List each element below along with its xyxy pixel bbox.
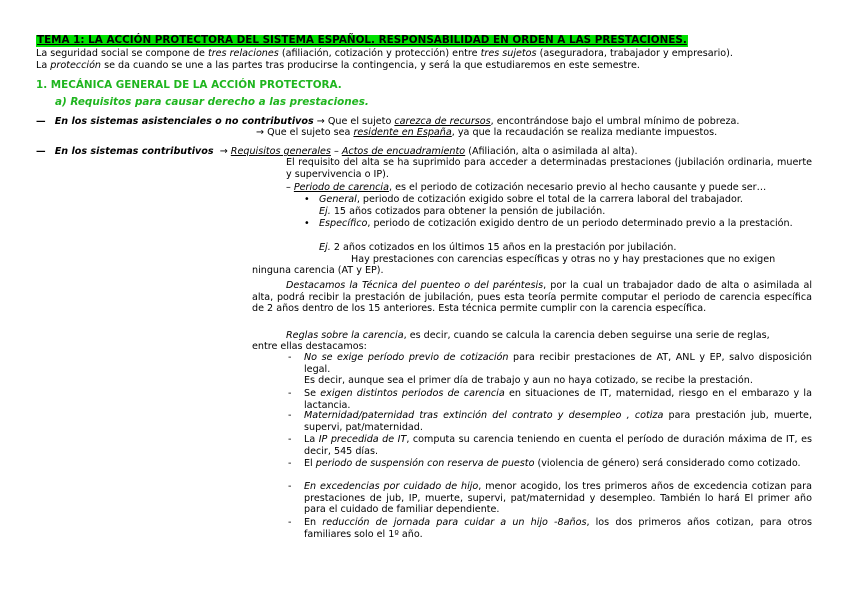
hay-prestaciones-1: Hay prestaciones con carencias específicas y otras no y hay prestaciones que no exigen xyxy=(351,254,776,265)
rule-item: No se exige período previo de cotización para recibir prestaciones de AT, ANL y EP, salvo disposición legal. Es decir, aunque sea el primer día de trabajo y aun no haya cotizado, se recibe la prestación. xyxy=(304,352,812,387)
rule-dash: - xyxy=(288,410,292,421)
asistencial-line-2: → Que el sujeto sea residente en España, ya que la recaudación se realiza mediante impuestos. xyxy=(256,127,718,138)
rule-item: Se exigen distintos periodos de carencia en situaciones de IT, maternidad, riesgo en el embarazo y la lactancia. xyxy=(304,388,812,411)
reglas-line-2: entre ellas destacamos: xyxy=(252,341,367,352)
rule-item: El periodo de suspensión con reserva de puesto (violencia de género) será considerado como cotizado. xyxy=(304,458,801,469)
rule-item: En reducción de jornada para cuidar a un hijo -8años, los dos primeros años cotizan, para otros familiares solo el 1º año. xyxy=(304,517,813,540)
intro-line-2: La protección se da cuando se une a las partes tras producirse la contingencia, y será la que estudiaremos en este semestre. xyxy=(36,60,640,71)
carencia-especifica: Específico, periodo de cotización exigido dentro de un periodo determinado previo a la prestación. xyxy=(319,218,793,229)
hay-prestaciones-2: ninguna carencia (AT y EP). xyxy=(252,265,384,276)
rule-dash: - xyxy=(288,434,292,445)
reglas-line-1: Reglas sobre la carencia, es decir, cuando se calcula la carencia deben seguirse una serie de reglas, xyxy=(286,330,770,341)
bullet-icon: • xyxy=(304,218,310,229)
page-title: TEMA 1: LA ACCIÓN PROTECTORA DEL SISTEMA ESPAÑOL. RESPONSABILIDAD EN ORDEN A LAS PRESTACIONES. xyxy=(37,34,687,46)
periodo-carencia-line: – Periodo de carencia, es el periodo de cotización necesario previo al hecho causante y puede ser… xyxy=(286,182,767,193)
rule-dash: - xyxy=(288,388,292,399)
destacamos-paragraph: Destacamos la Técnica del puenteo o del paréntesis, por la cual un trabajador dado de alta o asimilada al alta, podrá recibir la prestación de jubilación, pues esta teoría permite computar el periodo de carencia específica de 2 años dentro de los 15 anteriores. Esta técnica permite cumplir con la carencia específica. xyxy=(252,280,812,315)
rule-dash: - xyxy=(288,458,292,469)
contributivo-line: — En los sistemas contributivos → Requisitos generales – Actos de encuadramiento (Afiliación, alta o asimilada al alta). xyxy=(36,146,638,157)
intro-line-1: La seguridad social se compone de tres relaciones (afiliación, cotización y protección) entre tres sujetos (aseguradora, trabajador y empresario). xyxy=(36,48,733,59)
section-heading-1: 1. MECÁNICA GENERAL DE LA ACCIÓN PROTECTORA. xyxy=(36,79,342,91)
section-heading-1a: a) Requisitos para causar derecho a las prestaciones. xyxy=(55,96,369,108)
rule-dash: - xyxy=(288,352,292,363)
rule-item: Maternidad/paternidad tras extinción del contrato y desempleo , cotiza para prestación jub, muerte, supervi, pat/maternidad. xyxy=(304,410,812,433)
bullet-icon: • xyxy=(304,194,310,205)
carencia-especifica-ejemplo: Ej. 2 años cotizados en los últimos 15 años en la prestación por jubilación. xyxy=(319,242,677,253)
rule-dash: - xyxy=(288,517,292,528)
carencia-general: General, periodo de cotización exigido sobre el total de la carrera laboral del trabajador. xyxy=(319,194,743,205)
alta-paragraph: El requisito del alta se ha suprimido para acceder a determinadas prestaciones (jubilación ordinaria, muerte y supervivencia o IP). xyxy=(286,157,812,180)
asistencial-line-1: — En los sistemas asistenciales o no contributivos → Que el sujeto carezca de recursos, encontrándose bajo el umbral mínimo de pobreza. xyxy=(36,116,740,127)
rule-item: En excedencias por cuidado de hijo, menor acogido, los tres primeros años de excedencia cotizan para prestaciones de jub, IP, muerte, supervi, pat/maternidad y desempleo. También lo hará El primer año para el cuidado de familiar dependiente. xyxy=(304,481,812,516)
rule-dash: - xyxy=(288,481,292,492)
carencia-general-ejemplo: Ej. 15 años cotizados para obtener la pensión de jubilación. xyxy=(319,206,606,217)
rule-item: La IP precedida de IT, computa su carencia teniendo en cuenta el período de duración máxima de IT, es decir, 545 días. xyxy=(304,434,812,457)
